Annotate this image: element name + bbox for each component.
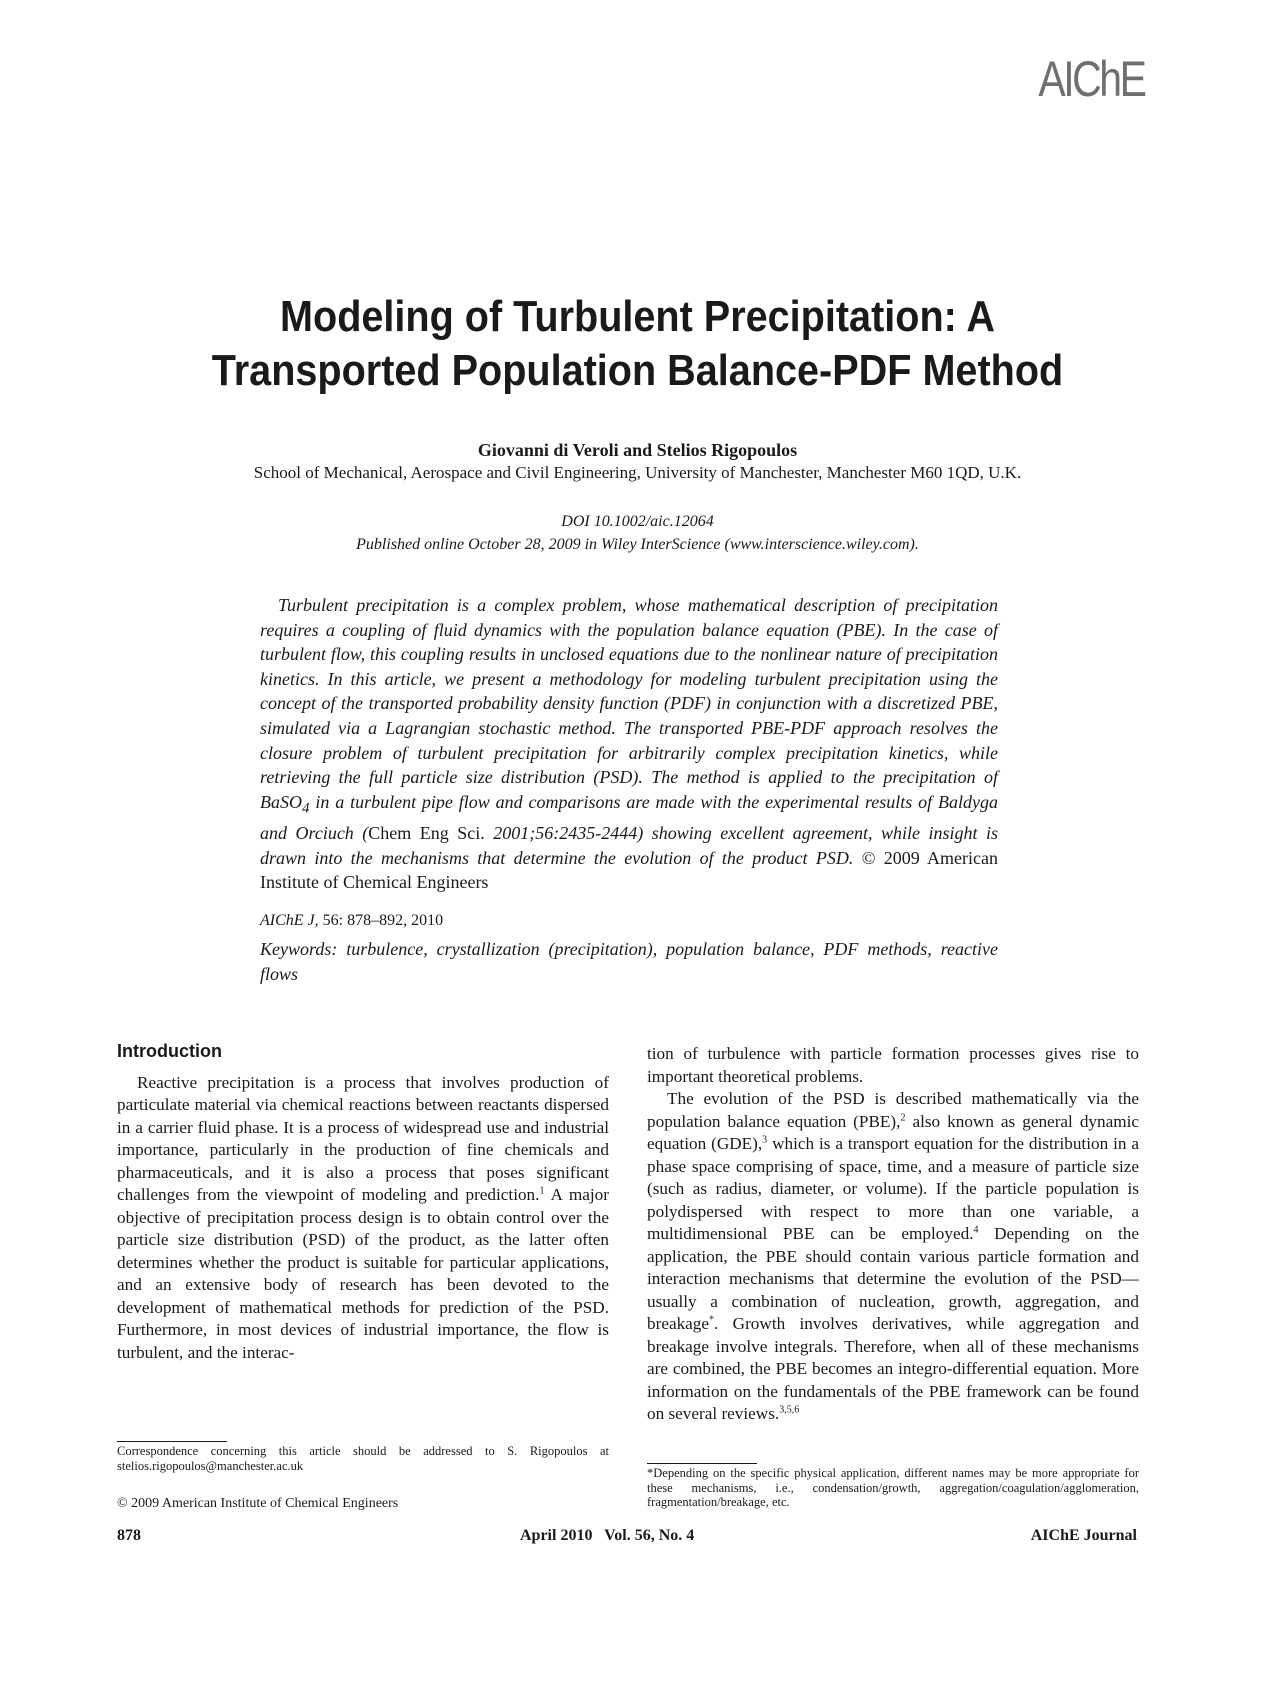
title-line-2: Transported Population Balance-PDF Method bbox=[211, 346, 1064, 395]
ref-sup-3: 3 bbox=[762, 1134, 768, 1146]
ref-sup-4: 4 bbox=[973, 1224, 979, 1236]
ref-sup-1: 1 bbox=[539, 1185, 545, 1197]
footnote-star: *Depending on the specific physical application, different names may be more appropriate for these mechanisms, i.e., condensation/growth, aggregation/coagulation/agglomeration, fragmentation/breakage, etc. bbox=[647, 1466, 1139, 1509]
abstract-journal-cite: Chem Eng Sci. bbox=[368, 822, 485, 843]
page-number: 878 bbox=[117, 1527, 141, 1544]
abstract-text-1: Turbulent precipitation is a complex problem, whose mathematical description of precipitation requires a coupling of fluid dynamics with the population balance equation (PBE). In the case of turbulent flow, this coupling results in unclosed equations due to the nonlinear nature of precipitation kinetics. In this article, we present a methodology for modeling turbulent precipitation using the concept of the transported probability density function (PDF) in conjunction with a discretized PBE, simulated via a Lagrangian stochastic method. The transported PBE-PDF approach resolves the closure problem of turbulent precipitation for arbitrarily complex precipitation kinetics, while retrieving the full particle size distribution (PSD). The method is applied to the precipitation of BaSO bbox=[260, 595, 998, 812]
journal-logo: AIChE bbox=[1038, 51, 1145, 107]
ref-detail: , 56: 878–892, 2010 bbox=[314, 912, 444, 929]
abstract-copyright: © 2009 American Institute of Chemical Engineers bbox=[260, 847, 998, 893]
intro-paragraph-continued: tion of turbulence with particle formation processes gives rise to important theoretical problems. bbox=[647, 1044, 1139, 1086]
authors: Giovanni di Veroli and Stelios Rigopoulos bbox=[477, 440, 798, 460]
footnote-rule-right bbox=[647, 1463, 757, 1464]
left-column bbox=[117, 1040, 609, 1364]
title-line-1: Modeling of Turbulent Precipitation: A bbox=[280, 292, 995, 341]
section-heading-introduction: Introduction bbox=[117, 1041, 222, 1061]
affiliation: School of Mechanical, Aerospace and Civil Engineering, University of Manchester, Manchester M60 1QD, U.K. bbox=[253, 463, 1022, 482]
intro-text-2d: Depending on the application, the PBE should contain various particle formation and interaction mechanisms that determine the evolution of the PSD—usually a combination of nucleation, growth, aggregation, and breakage bbox=[647, 1224, 1139, 1333]
intro-text-2b: also known as general dynamic equation (GDE), bbox=[647, 1111, 1139, 1153]
abstract bbox=[260, 593, 998, 895]
intro-text-2c: which is a transport equation for the distribution in a phase space comprising of space, time, and a measure of particle size (such as radius, diameter, or volume). If the particle population is polydispersed with respect to more than one variable, a multidimensional PBE can be employed. bbox=[647, 1134, 1139, 1243]
intro-text-2e: . Growth involves derivatives, while aggregation and breakage involve integrals. Therefore, when all of these mechanisms are combined, the PBE becomes an integro-differential equation. More information on the fundamentals of the PBE framework can be found on several reviews. bbox=[647, 1314, 1139, 1423]
intro-paragraph-1 bbox=[117, 1072, 609, 1365]
abstract-text-2: in a turbulent pipe flow and comparisons are made with the experimental results of Baldyga and Orciuch ( bbox=[260, 791, 998, 843]
doi: DOI 10.1002/aic.12064 bbox=[561, 513, 714, 530]
footnote-rule-left bbox=[117, 1441, 227, 1442]
issue-info: April 2010 Vol. 56, No. 4 bbox=[520, 1527, 695, 1544]
intro-text-2a: The evolution of the PSD is described mathematically via the population balance equation (PBE), bbox=[647, 1089, 1139, 1131]
copyright-footer: © 2009 American Institute of Chemical Engineers bbox=[117, 1496, 399, 1511]
ref-sup-356: 3,5,6 bbox=[779, 1404, 800, 1416]
ref-sup-2: 2 bbox=[900, 1111, 906, 1123]
article-title bbox=[64, 290, 1212, 398]
right-column bbox=[647, 1043, 1139, 1426]
keywords: Keywords: turbulence, crystallization (precipitation), population balance, PDF methods, reactive flows bbox=[260, 939, 998, 984]
abstract-subscript: 4 bbox=[302, 800, 310, 817]
publication-note: Published online October 28, 2009 in Wiley InterScience (www.interscience.wiley.com). bbox=[356, 536, 919, 553]
ref-journal: AIChE J bbox=[260, 912, 315, 929]
journal-name: AIChE Journal bbox=[1030, 1527, 1137, 1544]
footnote-correspondence: Correspondence concerning this article should be addressed to S. Rigopoulos at stelios.rigopoulos@manchester.ac.uk bbox=[117, 1444, 609, 1473]
abstract-text-3: 2001;56:2435-2444) showing excellent agreement, while insight is drawn into the mechanisms that determine the evolution of the product PSD. bbox=[260, 822, 998, 868]
intro-text-1b: A major objective of precipitation process design is to obtain control over the particle size distribution (PSD) of the product, as the latter often determines whether the product is suitable for particular applications, and an extensive body of research has been devoted to the development of mathematical methods for prediction of the PSD. Furthermore, in most devices of industrial importance, the flow is turbulent, and the interac- bbox=[117, 1185, 609, 1362]
footnote-marker-star: * bbox=[709, 1314, 715, 1326]
abstract-reference bbox=[260, 912, 443, 930]
intro-text-1a: Reactive precipitation is a process that involves production of particulate material via chemical reactions between reactants dispersed in a carrier fluid phase. It is a process of widespread use and industrial importance, particularly in the production of fine chemicals and pharmaceuticals, and it is also a process that poses significant challenges from the viewpoint of modeling and prediction. bbox=[117, 1072, 609, 1204]
intro-paragraph-2 bbox=[647, 1088, 1139, 1426]
